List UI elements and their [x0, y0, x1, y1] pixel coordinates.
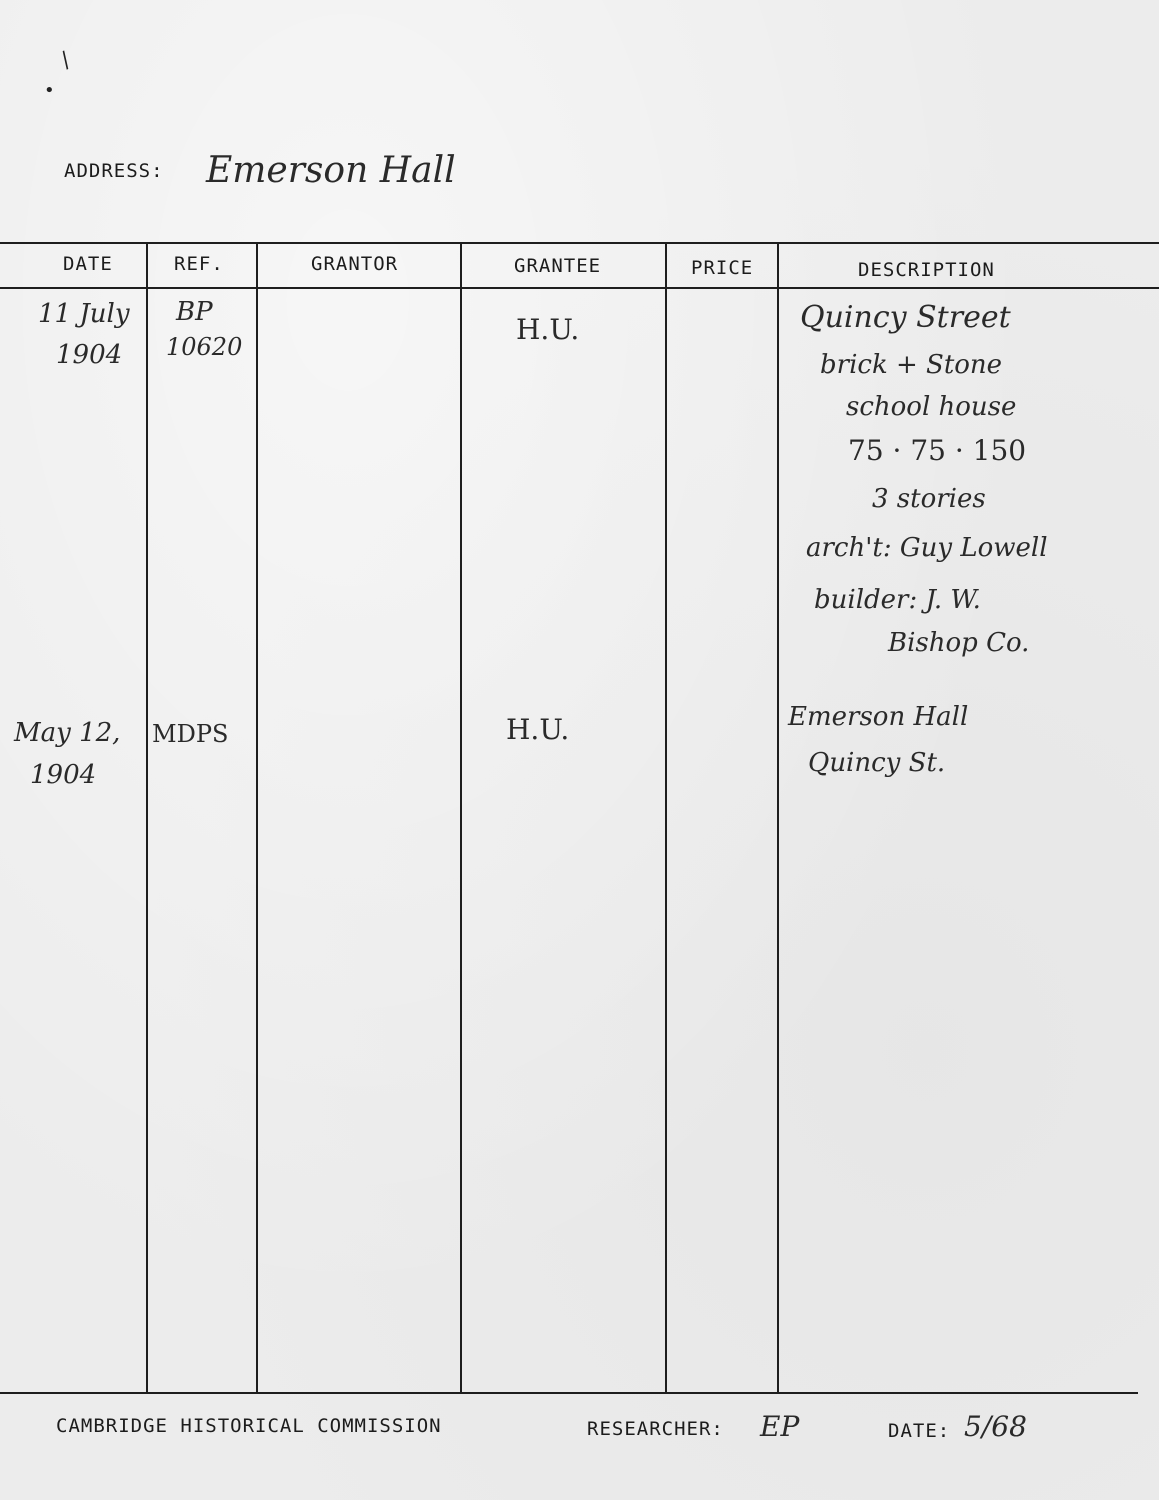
row-1-ref-number: 10620 — [166, 333, 243, 361]
row-1-date-year: 1904 — [56, 340, 123, 370]
header-bottom-rule — [0, 287, 1159, 289]
footer-organization: CAMBRIDGE HISTORICAL COMMISSION — [56, 1415, 442, 1437]
row-1-description-line: brick + Stone — [820, 350, 1003, 380]
row-1-description-line: 3 stories — [872, 484, 986, 514]
row-2-date-day: May 12, — [14, 718, 121, 748]
row-2-grantee: H.U. — [506, 713, 570, 746]
column-header-grantee: GRANTEE — [514, 255, 602, 277]
row-1-description-line: Quincy Street — [800, 300, 1011, 335]
row-2-ref-code: MDPS — [152, 720, 229, 748]
address-label: ADDRESS: — [64, 160, 164, 182]
row-2-description-line: Quincy St. — [808, 748, 946, 778]
row-1-description-line: 75 · 75 · 150 — [848, 434, 1027, 467]
row-1-ref-code: BP — [176, 297, 213, 327]
footer-date-label: DATE: — [888, 1420, 951, 1442]
corner-dot-mark: • — [44, 80, 55, 101]
row-1-description-line: builder: J. W. — [814, 585, 981, 615]
table-top-rule — [0, 242, 1159, 244]
footer-researcher-label: RESEARCHER: — [587, 1418, 724, 1440]
column-header-ref: REF. — [174, 253, 224, 275]
column-header-grantor: GRANTOR — [311, 253, 399, 275]
row-1-description-line: arch't: Guy Lowell — [806, 533, 1048, 563]
corner-tick-mark: / — [56, 47, 76, 74]
row-1-description-line: school house — [846, 392, 1017, 422]
footer-date-value: 5/68 — [964, 1410, 1027, 1443]
table-bottom-rule — [0, 1392, 1138, 1394]
column-divider-5 — [777, 242, 779, 1392]
footer-researcher-value: EP — [760, 1410, 800, 1443]
column-header-price: PRICE — [691, 257, 754, 279]
row-1-grantee: H.U. — [516, 313, 580, 346]
column-divider-4 — [665, 242, 667, 1392]
row-1-date-day: 11 July — [38, 299, 130, 329]
row-2-date-year: 1904 — [30, 760, 97, 790]
row-2-description-line: Emerson Hall — [788, 702, 969, 732]
column-header-date: DATE — [63, 253, 113, 275]
column-divider-3 — [460, 242, 462, 1392]
row-1-description-line: Bishop Co. — [888, 628, 1030, 658]
column-divider-1 — [146, 242, 148, 1392]
column-divider-2 — [256, 242, 258, 1392]
address-value: Emerson Hall — [206, 150, 456, 191]
column-header-description: DESCRIPTION — [858, 259, 995, 281]
